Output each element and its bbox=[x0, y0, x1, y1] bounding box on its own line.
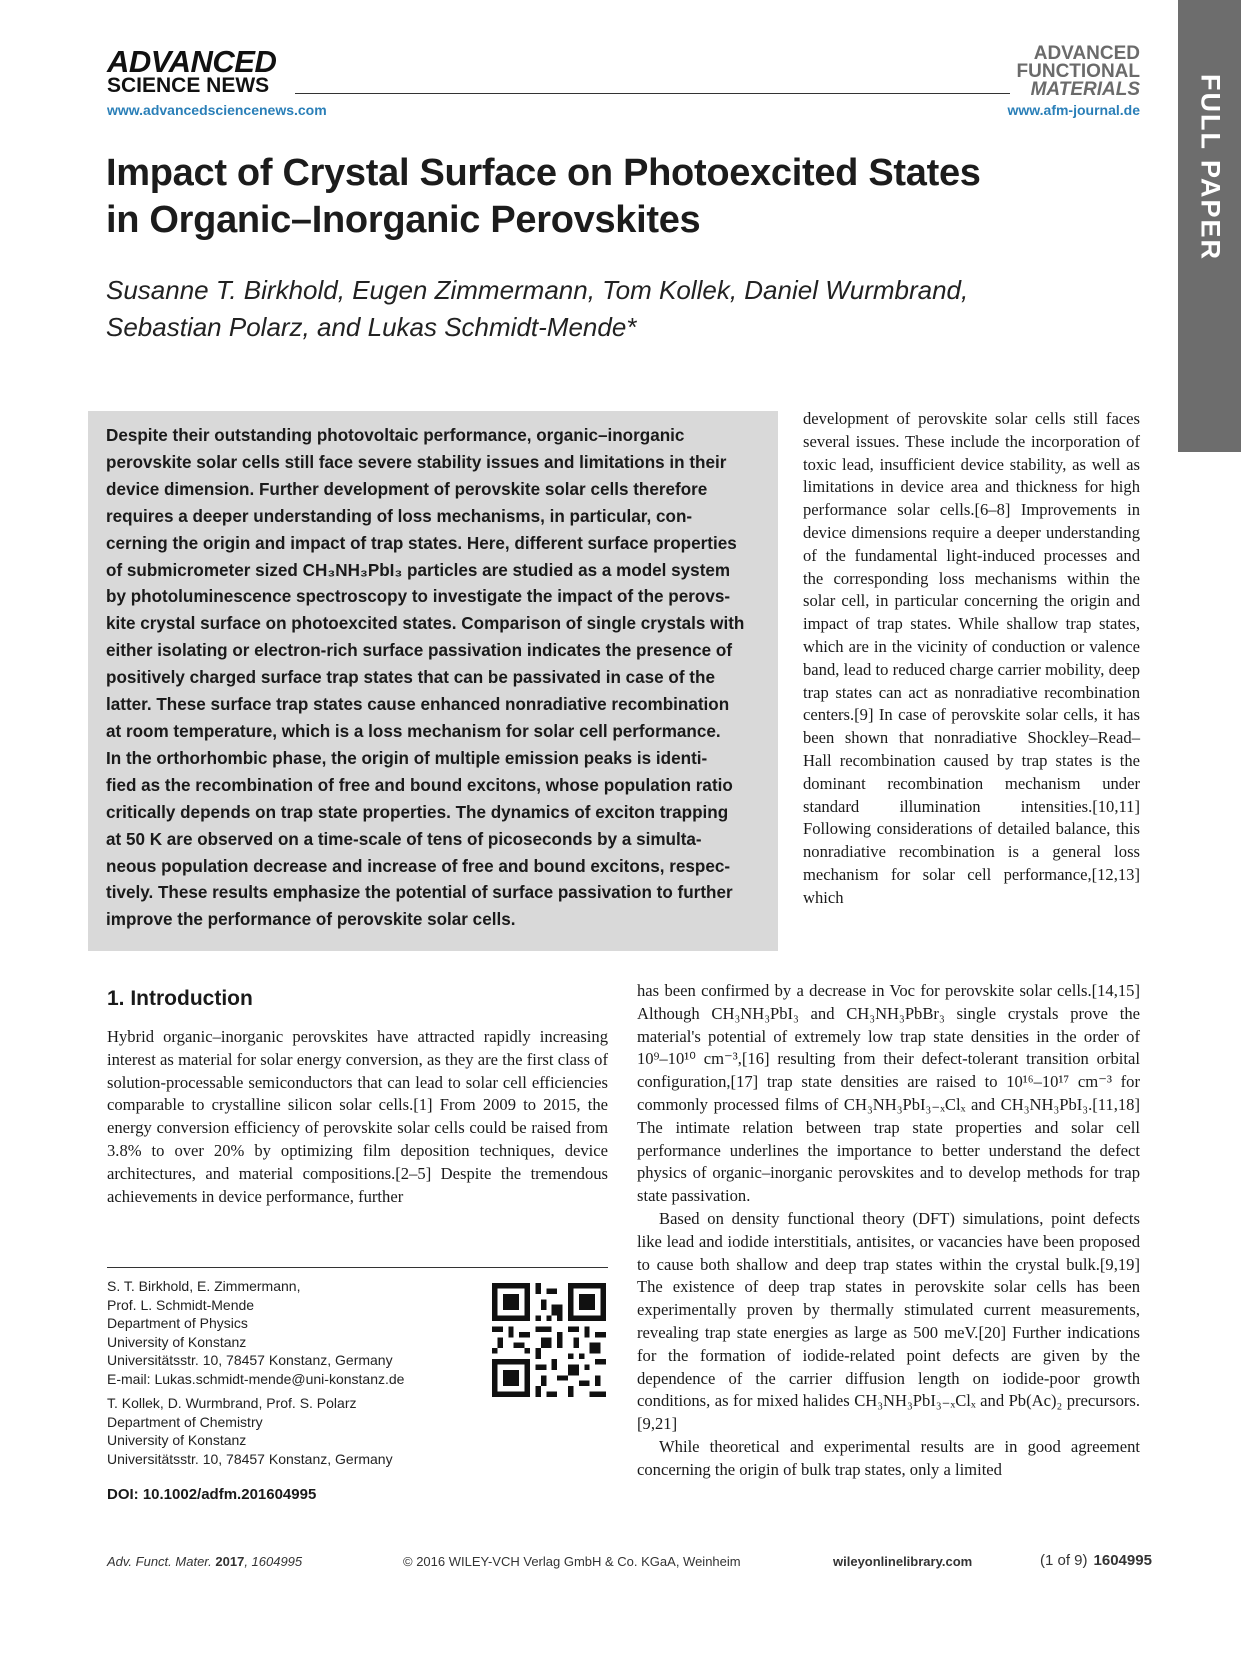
page-code: 1604995 bbox=[1093, 1552, 1152, 1569]
logo-line-1: ADVANCED bbox=[107, 44, 277, 79]
abstract-line: at 50 K are observed on a time-scale of tens of picoseconds by a simulta- bbox=[106, 829, 702, 849]
abstract-line: device dimension. Further development of perovskite solar cells therefore bbox=[106, 479, 708, 499]
journal-site-link[interactable]: www.afm-journal.de bbox=[1007, 102, 1140, 118]
publisher-site-link[interactable]: www.advancedsciencenews.com bbox=[107, 102, 327, 118]
abstract-line: kite crystal surface on photoexcited states. Comparison of single crystals with bbox=[106, 614, 745, 634]
affiliation-line: Prof. L. Schmidt-Mende bbox=[107, 1296, 255, 1313]
paragraph: While theoretical and experimental results are in good agreement concerning the origin of bulk trap states, only a limited bbox=[637, 1436, 1140, 1479]
abstract-line: fied as the recombination of free and bound excitons, whose population ratio bbox=[106, 775, 733, 795]
page-of: (1 of 9) bbox=[1040, 1552, 1088, 1569]
journal-logo-line-2: FUNCTIONAL bbox=[1016, 61, 1140, 83]
affiliation-line: University of Konstanz bbox=[107, 1333, 247, 1350]
abstract-line: latter. These surface trap states cause enhanced nonradiative recombination bbox=[106, 695, 730, 715]
footer-year: 2017 bbox=[215, 1554, 245, 1569]
abstract bbox=[106, 423, 761, 934]
abstract-line: In the orthorhombic phase, the origin of multiple emission peaks is identi- bbox=[106, 748, 708, 768]
abstract-line: tively. These results emphasize the potential of surface passivation to further bbox=[106, 883, 733, 903]
affiliation-line: S. T. Birkhold, E. Zimmermann, bbox=[107, 1278, 301, 1294]
abstract-line: requires a deeper understanding of loss mechanisms, in particular, con- bbox=[106, 506, 693, 526]
affiliation-line: Universitätsstr. 10, 78457 Konstanz, Germany bbox=[107, 1352, 393, 1368]
right-column-text bbox=[637, 980, 1140, 1482]
abstract-line: improve the performance of perovskite solar cells. bbox=[106, 910, 516, 930]
introduction-text: Hybrid organic–inorganic perovskites have attracted rapidly increasing interest as material for solar energy conversion, as they are the first class of solution-processable semiconductors that can lead to solar cell efficiencies comparable to crystalline silicon solar cells.[1] From 2009 to 2015, the energy conversion efficiency of perovskite solar cells could be raised from 3.8% to over 20% by optimizing film deposition techniques, device architectures, and material compositions.[2–5] Despite the tremendous achievements in device performance, further bbox=[107, 1027, 608, 1206]
affiliation-rule bbox=[107, 1267, 608, 1268]
author-list bbox=[106, 272, 1006, 346]
title-line-2: in Organic–Inorganic Perovskites bbox=[106, 199, 701, 241]
article-title bbox=[106, 150, 986, 244]
header-rule bbox=[295, 93, 1010, 94]
affiliation-line: Department of Physics bbox=[107, 1315, 248, 1331]
abstract-line: neous population decrease and increase of free and bound excitons, respec- bbox=[106, 856, 731, 876]
section-tab bbox=[1178, 0, 1241, 452]
abstract-line: of submicrometer sized CH₃NH₃PbI₃ particles are studied as a model system bbox=[106, 560, 731, 580]
abstract-line: positively charged surface trap states that can be passivated in case of the bbox=[106, 668, 715, 688]
journal-logo-line-1: ADVANCED bbox=[1033, 43, 1140, 64]
right-column-top-text: development of perovskite solar cells still faces several issues. These include the incorporation of toxic lead, insufficient device stability, as well as limitations in device area and thickness for high performance solar cells.[6–8] Improvements in device dimensions require a deeper understanding of the fundamental light-induced processes and the corresponding loss mechanisms within the solar cell, in particular concerning the origin and impact of trap states. While shallow trap states, which are in the vicinity of conduction or valence band, lead to reduced charge carrier mobility, deep trap states can act as nonradiative recombination centers.[9] In case of perovskite solar cells, it has been shown that nonradiative Shockley–Read–Hall recombination caused by trap states is the dominant recombination mechanism under standard illumination intensities.[10,11] Following considerations of detailed balance, this nonradiative recombination is a general loss mechanism for solar cell performance,[12,13] which bbox=[803, 409, 1140, 907]
section-tab-label: FULL PAPER bbox=[1195, 73, 1225, 261]
title-line-1: Impact of Crystal Surface on Photoexcited States bbox=[106, 152, 981, 194]
footer-wiley-link[interactable]: wileyonlinelibrary.com bbox=[833, 1554, 973, 1569]
abstract-line: by photoluminescence spectroscopy to investigate the impact of the perovs- bbox=[106, 587, 731, 607]
affiliation-line: T. Kollek, D. Wurmbrand, Prof. S. Polarz bbox=[107, 1395, 357, 1411]
abstract-line: at room temperature, which is a loss mechanism for solar cell performance. bbox=[106, 721, 721, 741]
publisher-logo bbox=[107, 46, 276, 96]
footer-citation bbox=[107, 1554, 302, 1569]
abstract-line: either isolating or electron-rich surface passivation indicates the presence of bbox=[106, 641, 733, 661]
paragraph: Based on density functional theory (DFT) simulations, point defects like lead and iodide interstitials, antisites, or vacancies have been proposed to cause both shallow and deep trap states within the crystal bulk.[9,19] The existence of deep trap states in perovskite solar cells has been experimentally proven by thermally stimulated current measurements, revealing trap state energies as large as 500 meV.[20] Further indications for the formation of iodide-related point defects are given by the dependence of the carrier diffusion length on iodide-poor growth conditions, as for mixed halides CH₃NH₃PbI₃₋ₓClₓ and Pb(Ac)₂ precursors.[9,21] bbox=[637, 1208, 1140, 1434]
authors-line-2: Sebastian Polarz, and Lukas Schmidt-Mende* bbox=[106, 312, 637, 342]
affiliation-line: Universitätsstr. 10, 78457 Konstanz, Germany bbox=[107, 1450, 393, 1467]
abstract-line: cerning the origin and impact of trap states. Here, different surface properties bbox=[106, 533, 737, 553]
qr-code-icon[interactable] bbox=[492, 1283, 606, 1397]
abstract-line: Despite their outstanding photovoltaic performance, organic–inorganic bbox=[106, 426, 685, 445]
abstract-line: critically depends on trap state properties. The dynamics of exciton trapping bbox=[106, 802, 729, 822]
journal-logo-line-3: MATERIALS bbox=[1030, 79, 1140, 101]
footer-article-number: , 1604995 bbox=[244, 1554, 303, 1569]
journal-logo bbox=[1010, 45, 1140, 99]
affiliations bbox=[107, 1277, 477, 1468]
footer-journal: Adv. Funct. Mater. bbox=[107, 1554, 212, 1569]
abstract-line: perovskite solar cells still face severe stability issues and limitations in their bbox=[106, 452, 727, 472]
paragraph: has been confirmed by a decrease in Voc for perovskite solar cells.[14,15] Although CH₃NH₃PbI₃ and CH₃NH₃PbBr₃ single crystals prove the material's potential of extremely low trap state densities in the order of 10⁹–10¹⁰ cm⁻³,[16] resulting from their defect-tolerant transition orbital configuration,[17] trap state densities are raised to 10¹⁶–10¹⁷ cm⁻³ for commonly processed films of CH₃NH₃PbI₃₋ₓClₓ and CH₃NH₃PbI₃.[11,18] The intimate relation between trap state properties and solar cell performance underlines the importance to better understand the defect physics of organic–inorganic perovskites and to develop methods for trap state passivation. bbox=[637, 981, 1140, 1206]
doi[interactable]: DOI: 10.1002/adfm.201604995 bbox=[107, 1486, 317, 1503]
logo-line-2: SCIENCE NEWS bbox=[107, 74, 270, 97]
affiliation-email[interactable]: E-mail: Lukas.schmidt-mende@uni-konstanz.de bbox=[107, 1370, 405, 1387]
section-heading-introduction: 1. Introduction bbox=[107, 987, 253, 1010]
affiliation-line: Department of Chemistry bbox=[107, 1413, 263, 1430]
footer-page-number bbox=[1040, 1552, 1152, 1569]
page-footer bbox=[0, 1554, 1241, 1574]
authors-line-1: Susanne T. Birkhold, Eugen Zimmermann, Tom Kollek, Daniel Wurmbrand, bbox=[106, 275, 969, 305]
affiliation-line: University of Konstanz bbox=[107, 1432, 247, 1448]
footer-copyright: © 2016 WILEY-VCH Verlag GmbH & Co. KGaA, Weinheim bbox=[403, 1554, 741, 1569]
